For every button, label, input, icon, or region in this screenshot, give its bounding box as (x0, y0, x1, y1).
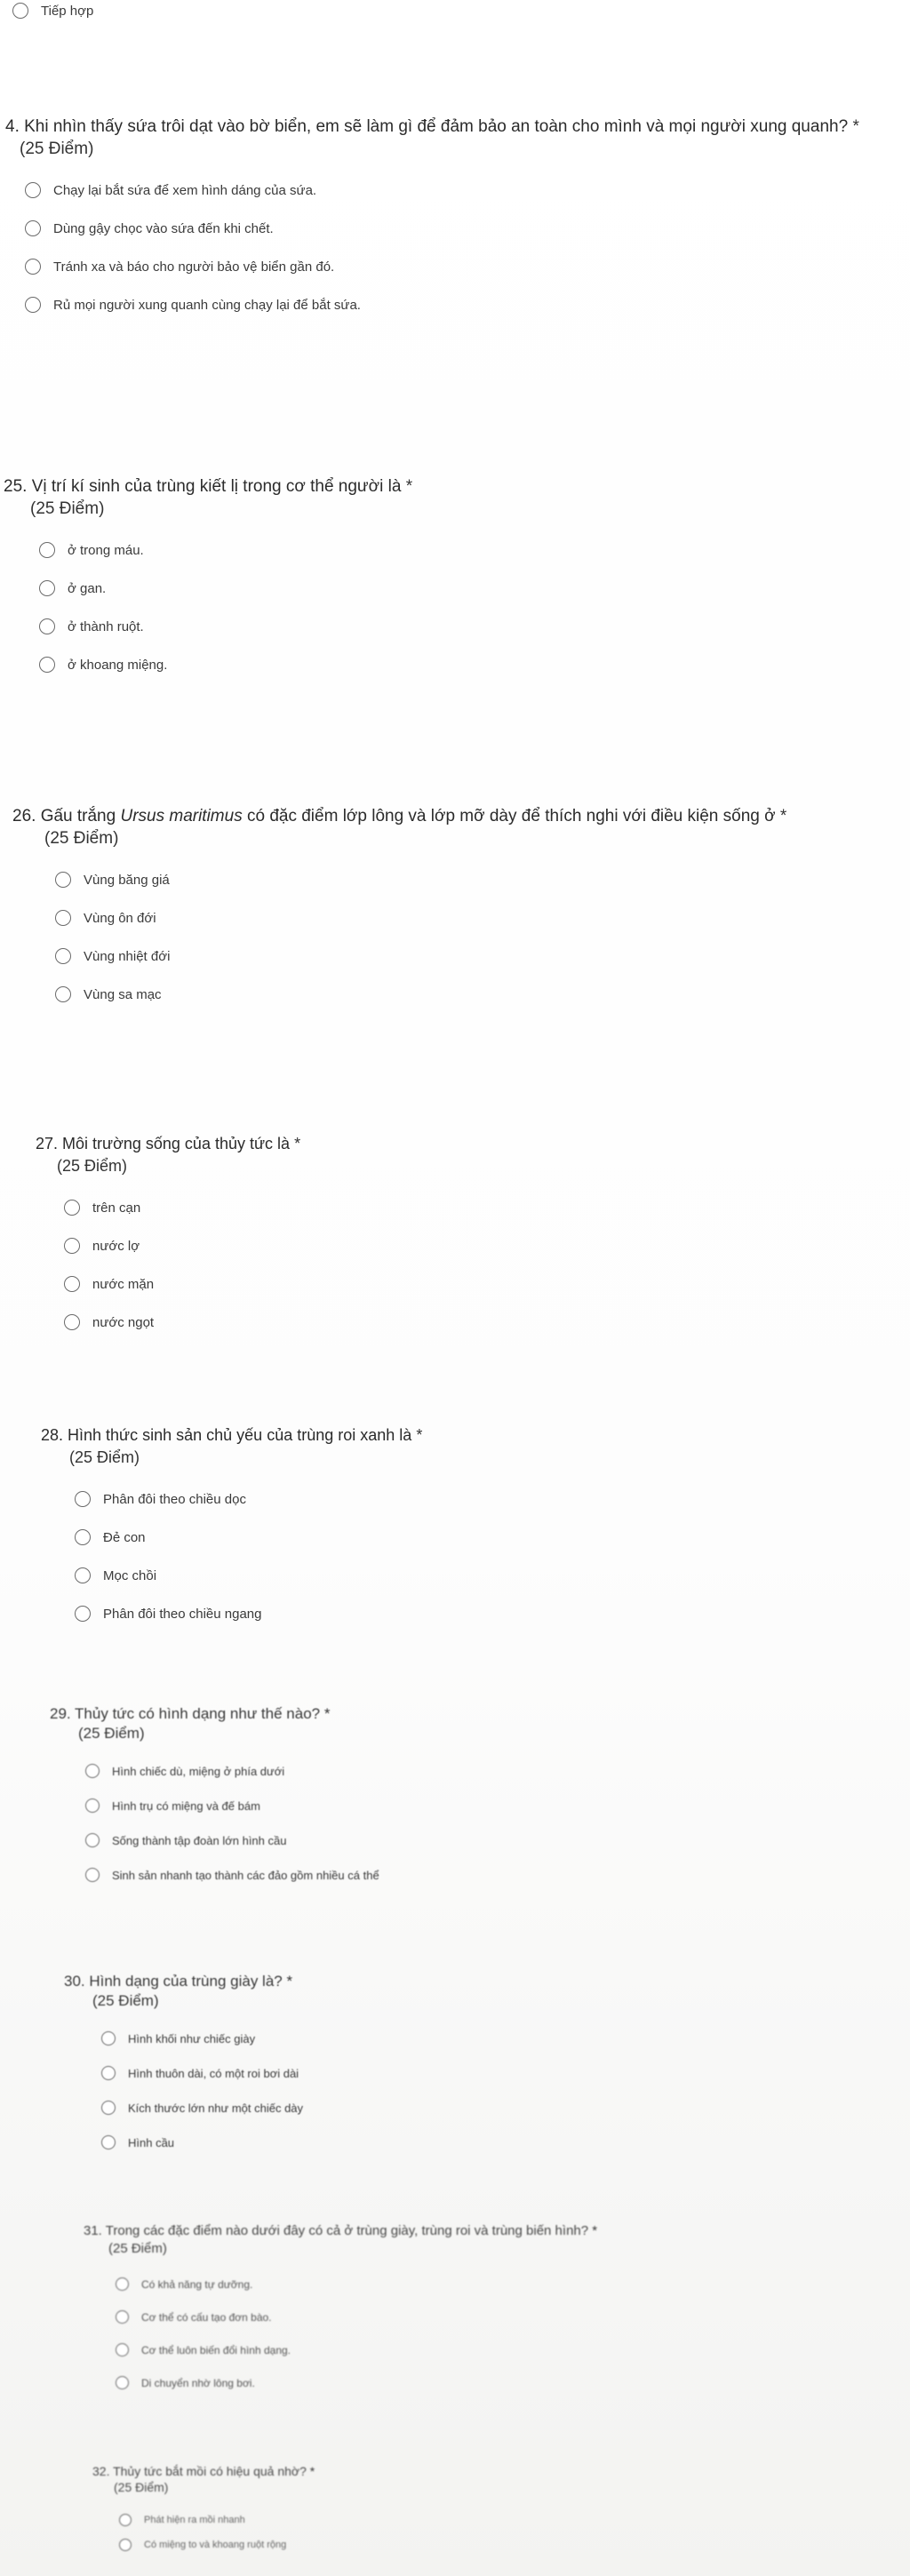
radio-button[interactable] (101, 2135, 116, 2149)
option-4[interactable] (64, 1314, 889, 1330)
option-label: Đẻ con (103, 1529, 146, 1545)
option-3[interactable] (101, 2101, 882, 2115)
radio-button[interactable] (75, 1529, 91, 1545)
radio-button[interactable] (64, 1276, 80, 1292)
radio-button[interactable] (64, 1314, 80, 1330)
option-1[interactable] (75, 1491, 885, 1507)
option-4[interactable] (116, 2376, 883, 2389)
option-1[interactable] (64, 1200, 889, 1216)
question-points: (25 Điểm) (92, 1992, 159, 2009)
radio-button[interactable] (75, 1567, 91, 1583)
option-label: nước ngọt (92, 1314, 155, 1330)
question-points: (25 Điểm) (44, 829, 119, 848)
question-title: 30. Hình dạng của trùng giày là? * (64, 1973, 293, 1990)
option-1[interactable] (116, 2277, 883, 2291)
radio-button[interactable] (116, 2343, 129, 2357)
option-2[interactable] (25, 220, 903, 236)
question-title: 31. Trong các đặc điểm nào dưới đây có cả ở trùng giày, trùng roi và trùng biến hình? * (84, 2223, 598, 2238)
radio-button[interactable] (75, 1491, 91, 1507)
option-3[interactable] (75, 1567, 885, 1583)
radio-button[interactable] (39, 657, 55, 673)
question-points: (25 Điểm) (20, 140, 94, 158)
option-label: Tiếp hợp (41, 3, 94, 19)
option-1[interactable] (85, 1764, 885, 1778)
option-2[interactable] (75, 1529, 885, 1545)
option-label: Mọc chồi (103, 1567, 157, 1583)
option-label: Cơ thể có cấu tạo đơn bào. (141, 2310, 272, 2324)
option-label: nước mặn (92, 1276, 155, 1292)
question-title: 27. Môi trường sống của thủy tức là * (36, 1135, 301, 1152)
option-4[interactable] (85, 1868, 885, 1882)
option-2[interactable] (85, 1798, 885, 1813)
option-3[interactable] (116, 2343, 883, 2357)
option-label: Có khả năng tự dưỡng. (141, 2277, 253, 2291)
option-label: Sống thành tập đoàn lớn hình cầu (112, 1833, 287, 1847)
radio-button[interactable] (85, 1764, 100, 1778)
option-4[interactable] (25, 297, 903, 313)
option-label: Di chuyển nhờ lông bơi. (141, 2376, 255, 2389)
question-26 (12, 805, 901, 1002)
option-1[interactable] (55, 872, 901, 888)
option-label: Vùng sa mạc (84, 986, 162, 1002)
option-2[interactable] (55, 910, 901, 926)
question-points: (25 Điểm) (108, 2241, 167, 2256)
option-label: Hình thuôn dài, có một roi bơi dài (128, 2066, 299, 2080)
radio-button[interactable] (12, 3, 28, 19)
option-label: Chạy lại bắt sứa để xem hình dáng của sứa. (53, 182, 317, 198)
radio-button[interactable] (39, 618, 55, 634)
question-points: (25 Điểm) (30, 499, 105, 518)
option-label: Sinh sản nhanh tạo thành các đảo gồm nhiều cá thể (112, 1868, 379, 1882)
option-4[interactable] (55, 986, 901, 1002)
radio-button[interactable] (119, 2514, 132, 2526)
required-marker: * (416, 1426, 423, 1444)
option-label: Phát hiện ra mồi nhanh (144, 2515, 245, 2525)
option-1[interactable] (25, 182, 903, 198)
option-3[interactable] (39, 618, 901, 634)
question-29 (50, 1704, 885, 1882)
question-title: 26. Gấu trắng Ursus maritimus có đặc điểm lớp lông và lớp mỡ dày để thích nghi với điều kiện sống ở * (12, 807, 787, 825)
radio-button[interactable] (116, 2277, 129, 2291)
question-30 (64, 1972, 882, 2149)
radio-button[interactable] (119, 2539, 132, 2551)
radio-button[interactable] (116, 2376, 129, 2389)
species-name: Ursus maritimus (120, 807, 243, 825)
option-label: ở khoang miệng. (68, 657, 168, 673)
option-label: Phân đôi theo chiều dọc (103, 1491, 246, 1507)
radio-button[interactable] (55, 872, 71, 888)
question-points: (25 Điểm) (78, 1725, 145, 1742)
prev-question-tail (12, 0, 93, 19)
option-4[interactable] (75, 1606, 885, 1622)
required-marker: * (405, 477, 413, 496)
radio-button[interactable] (116, 2310, 129, 2324)
question-title: 29. Thủy tức có hình dạng như thế nào? * (50, 1705, 331, 1722)
option-label: Rủ mọi người xung quanh cùng chạy lại để bắt sứa. (53, 297, 361, 313)
radio-button[interactable] (25, 182, 41, 198)
required-marker: * (852, 117, 859, 136)
question-points: (25 Điểm) (114, 2480, 169, 2494)
option-tiep-hop[interactable] (12, 3, 93, 19)
radio-button[interactable] (55, 910, 71, 926)
required-marker: * (323, 1705, 331, 1722)
question-27 (36, 1133, 889, 1330)
required-marker: * (286, 1973, 293, 1990)
question-4 (5, 116, 903, 313)
radio-button[interactable] (101, 2031, 116, 2046)
radio-button[interactable] (39, 580, 55, 596)
option-3[interactable] (85, 1833, 885, 1847)
option-label: Tránh xa và báo cho người bảo vệ biển gần đó. (53, 259, 335, 275)
question-title: 32. Thủy tức bắt mồi có hiệu quả nhờ? * (92, 2464, 315, 2478)
option-2[interactable] (39, 580, 901, 596)
option-label: Cơ thể luôn biến đổi hình dạng. (141, 2343, 291, 2357)
radio-button[interactable] (101, 2066, 116, 2080)
radio-button[interactable] (85, 1868, 100, 1882)
option-label: Hình cầu (128, 2135, 175, 2149)
option-2[interactable] (116, 2310, 883, 2324)
option-label: Vùng ôn đới (84, 910, 156, 926)
option-label: nước lợ (92, 1238, 140, 1254)
option-label: ở thành ruột. (68, 618, 144, 634)
radio-button[interactable] (25, 297, 41, 313)
radio-button[interactable] (85, 1798, 100, 1813)
option-2[interactable] (101, 2066, 882, 2080)
required-marker: * (309, 2464, 315, 2478)
option-4[interactable] (101, 2135, 882, 2149)
radio-button[interactable] (64, 1238, 80, 1254)
option-3[interactable] (64, 1276, 889, 1292)
option-4[interactable] (39, 657, 901, 673)
required-marker: * (294, 1135, 301, 1152)
question-25 (4, 475, 901, 673)
radio-button[interactable] (85, 1833, 100, 1847)
option-label: Hình trụ có miệng và đế bám (112, 1798, 260, 1813)
option-label: Hình chiếc dù, miệng ở phía dưới (112, 1764, 285, 1778)
radio-button[interactable] (64, 1200, 80, 1216)
question-31 (84, 2222, 883, 2389)
question-title: 25. Vị trí kí sinh của trùng kiết lị trong cơ thể người là * (4, 477, 413, 496)
option-label: Có miệng to và khoang ruột rộng (144, 2540, 287, 2550)
option-2[interactable] (119, 2539, 874, 2551)
required-marker: * (592, 2223, 598, 2238)
radio-button[interactable] (25, 220, 41, 236)
option-1[interactable] (39, 542, 901, 558)
question-28 (41, 1424, 885, 1622)
option-label: Hình khối như chiếc giày (128, 2031, 256, 2046)
question-points: (25 Điểm) (69, 1448, 140, 1466)
radio-button[interactable] (25, 259, 41, 275)
option-label: trên cạn (92, 1200, 141, 1216)
option-3[interactable] (25, 259, 903, 275)
radio-button[interactable] (101, 2101, 116, 2115)
option-label: Vùng băng giá (84, 872, 170, 888)
required-marker: * (779, 807, 787, 825)
option-label: Phân đôi theo chiều ngang (103, 1606, 262, 1622)
option-3[interactable] (55, 948, 901, 964)
option-label: Vùng nhiệt đới (84, 948, 171, 964)
option-1[interactable] (119, 2514, 874, 2526)
question-32 (92, 2463, 874, 2551)
radio-button[interactable] (39, 542, 55, 558)
option-label: Dùng gậy chọc vào sứa đến khi chết. (53, 220, 274, 236)
question-title: 4. Khi nhìn thấy sứa trôi dạt vào bờ biển, em sẽ làm gì để đảm bảo an toàn cho mình và mọi người xung quanh? * (5, 117, 859, 136)
question-points: (25 Điểm) (57, 1157, 128, 1175)
option-label: ở gan. (68, 580, 107, 596)
option-label: Kích thước lớn như một chiếc dày (128, 2101, 304, 2115)
option-1[interactable] (101, 2031, 882, 2046)
radio-button[interactable] (55, 948, 71, 964)
radio-button[interactable] (55, 986, 71, 1002)
option-label: ở trong máu. (68, 542, 144, 558)
radio-button[interactable] (75, 1606, 91, 1622)
option-2[interactable] (64, 1238, 889, 1254)
question-title: 28. Hình thức sinh sản chủ yếu của trùng roi xanh là * (41, 1426, 423, 1444)
